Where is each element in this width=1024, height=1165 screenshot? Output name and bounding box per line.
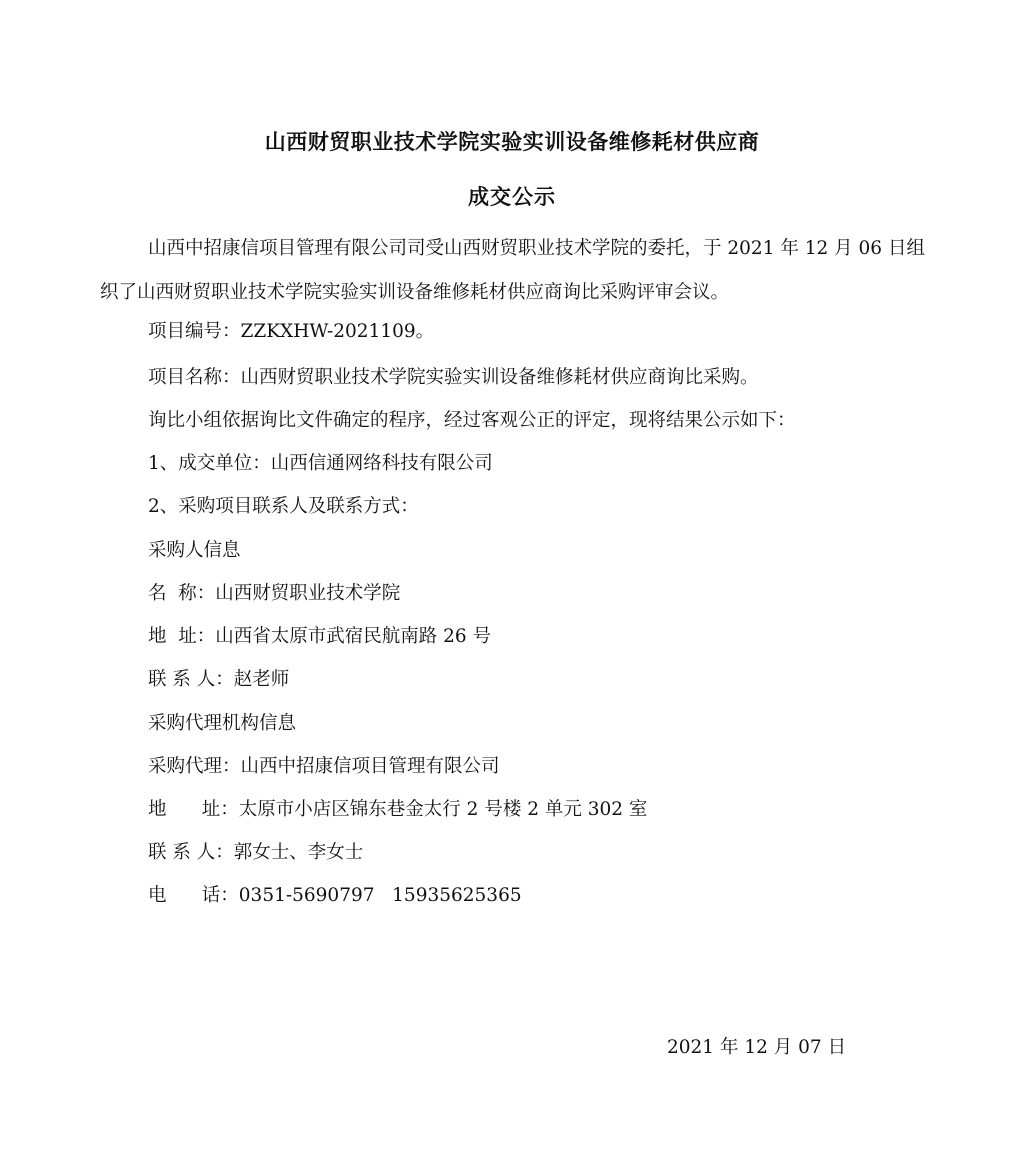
agency-name: 采购代理：山西中招康信项目管理有限公司: [148, 756, 500, 777]
winning-unit: 1、成交单位：山西信通网络科技有限公司: [148, 453, 493, 474]
agency-contact: 联 系 人：郭女士、李女士: [148, 842, 364, 863]
purchaser-heading: 采购人信息: [148, 540, 241, 561]
project-number: 项目编号：ZZKXHW-2021109。: [148, 321, 435, 342]
agency-heading: 采购代理机构信息: [148, 713, 297, 734]
agency-address: 地 址：太原市小店区锦东巷金太行 2 号楼 2 单元 302 室: [148, 799, 648, 820]
purchaser-contact: 联 系 人：赵老师: [148, 669, 290, 690]
document-subtitle: 成交公示: [468, 184, 556, 209]
purchaser-name: 名 称：山西财贸职业技术学院: [148, 583, 401, 604]
project-name: 项目名称：山西财贸职业技术学院实验实训设备维修耗材供应商询比采购。: [148, 367, 759, 388]
agency-phone: 电 话：0351-5690797 15935625365: [148, 885, 522, 906]
purchaser-address: 地 址：山西省太原市武宿民航南路 26 号: [148, 626, 492, 647]
intro-paragraph: 山西中招康信项目管理有限公司司受山西财贸职业技术学院的委托，于 2021 年 12 月 06 日组织了山西财贸职业技术学院实验实训设备维修耗材供应商询比采购评审会议。: [100, 238, 925, 303]
contact-heading: 2、采购项目联系人及联系方式：: [148, 496, 419, 517]
document-title: 山西财贸职业技术学院实验实训设备维修耗材供应商: [264, 129, 760, 154]
document-date: 2021 年 12 月 07 日: [667, 1037, 847, 1058]
evaluation-statement: 询比小组依据询比文件确定的程序，经过客观公正的评定，现将结果公示如下：: [148, 410, 796, 431]
